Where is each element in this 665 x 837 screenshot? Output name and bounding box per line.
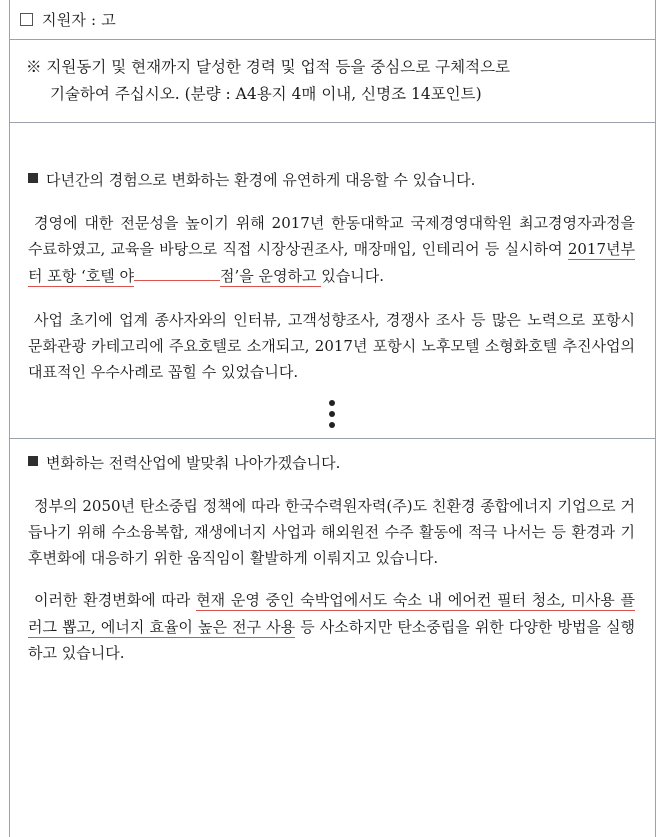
essay-body xyxy=(10,138,655,837)
dot xyxy=(329,400,335,406)
paragraph-2-2 xyxy=(28,587,635,666)
underlined-run: 2017년부터 포항 ‘호텔 야 xyxy=(28,240,635,285)
text-run: 등 사소하지만 탄소중립을 위한 다양한 방법을 실행하고 있습니다. xyxy=(28,617,636,662)
checkbox-icon[interactable] xyxy=(20,13,33,26)
underlined-run: 점’을 운영하고 xyxy=(220,266,322,285)
square-bullet-icon xyxy=(28,173,38,183)
underlined-run: 현재 운영 중인 숙박업에서도 숙소 내 에어컨 필터 청소, 미사용 플러그 뽑고, 에너지 효율이 높은 전구 사용 xyxy=(28,591,635,636)
section-heading-2-text: 변화하는 전력산업에 발맞춰 나아가겠습니다. xyxy=(46,453,341,472)
applicant-label: 지원자 : 고 xyxy=(42,11,116,29)
text-run: 정부의 2050년 탄소중립 정책에 따라 한국수력원자력(주)도 친환경 종합에너지 기업으로 거듭나기 위해 수소융복합, 재생에너지 사업과 해외원전 수주 활동에 적극 나서는 등 환경과 기후변화에 대응하기 위한 움직임이 활발하게 이뤄지고 있습니다. xyxy=(28,496,635,567)
dot xyxy=(329,411,335,417)
right-margin-rule xyxy=(655,0,656,837)
text-run: 이러한 환경변화에 따라 xyxy=(34,591,197,610)
section-heading-1 xyxy=(28,168,635,192)
instruction-line-1: ※ 지원동기 및 현재까지 달성한 경력 및 업적 등을 중심으로 구체적으로 xyxy=(26,58,511,76)
paragraph-1-1 xyxy=(28,210,635,289)
section-heading-2 xyxy=(28,451,635,475)
paragraph-2-1 xyxy=(28,493,635,572)
dot xyxy=(329,422,335,428)
instruction-box xyxy=(10,40,655,123)
text-run: 경영에 대한 전문성을 높이기 위해 2017년 한동대학교 국제경영대학원 최고경영자과정을 수료하였고, 교육을 바탕으로 직접 시장상권조사, 매장매입, 인테리어 등 실시하여 xyxy=(28,214,635,259)
instruction-line-2: 기술하여 주십시오. (분량 : A4용지 4매 이내, 신명조 14포인트) xyxy=(50,85,482,104)
underline-gap xyxy=(134,280,220,281)
section-divider xyxy=(10,438,655,439)
text-run: 있습니다. xyxy=(321,266,384,285)
square-bullet-icon xyxy=(28,456,38,466)
text-run: 사업 초기에 업계 종사자와의 인터뷰, 고객성향조사, 경쟁사 조사 등 많은 노력으로 포항시 문화관광 카테고리에 주요호텔로 소개되고, 2017년 포항시 노후모텔 소형화호텔 추진사업의 대표적인 우수사례로 꼽힐 수 있었습니다. xyxy=(28,310,635,382)
vertical-ellipsis xyxy=(28,400,635,428)
paragraph-1-2 xyxy=(28,307,635,386)
section-heading-1-text: 다년간의 경험으로 변화하는 환경에 유연하게 대응할 수 있습니다. xyxy=(46,171,476,189)
applicant-header xyxy=(10,0,655,40)
